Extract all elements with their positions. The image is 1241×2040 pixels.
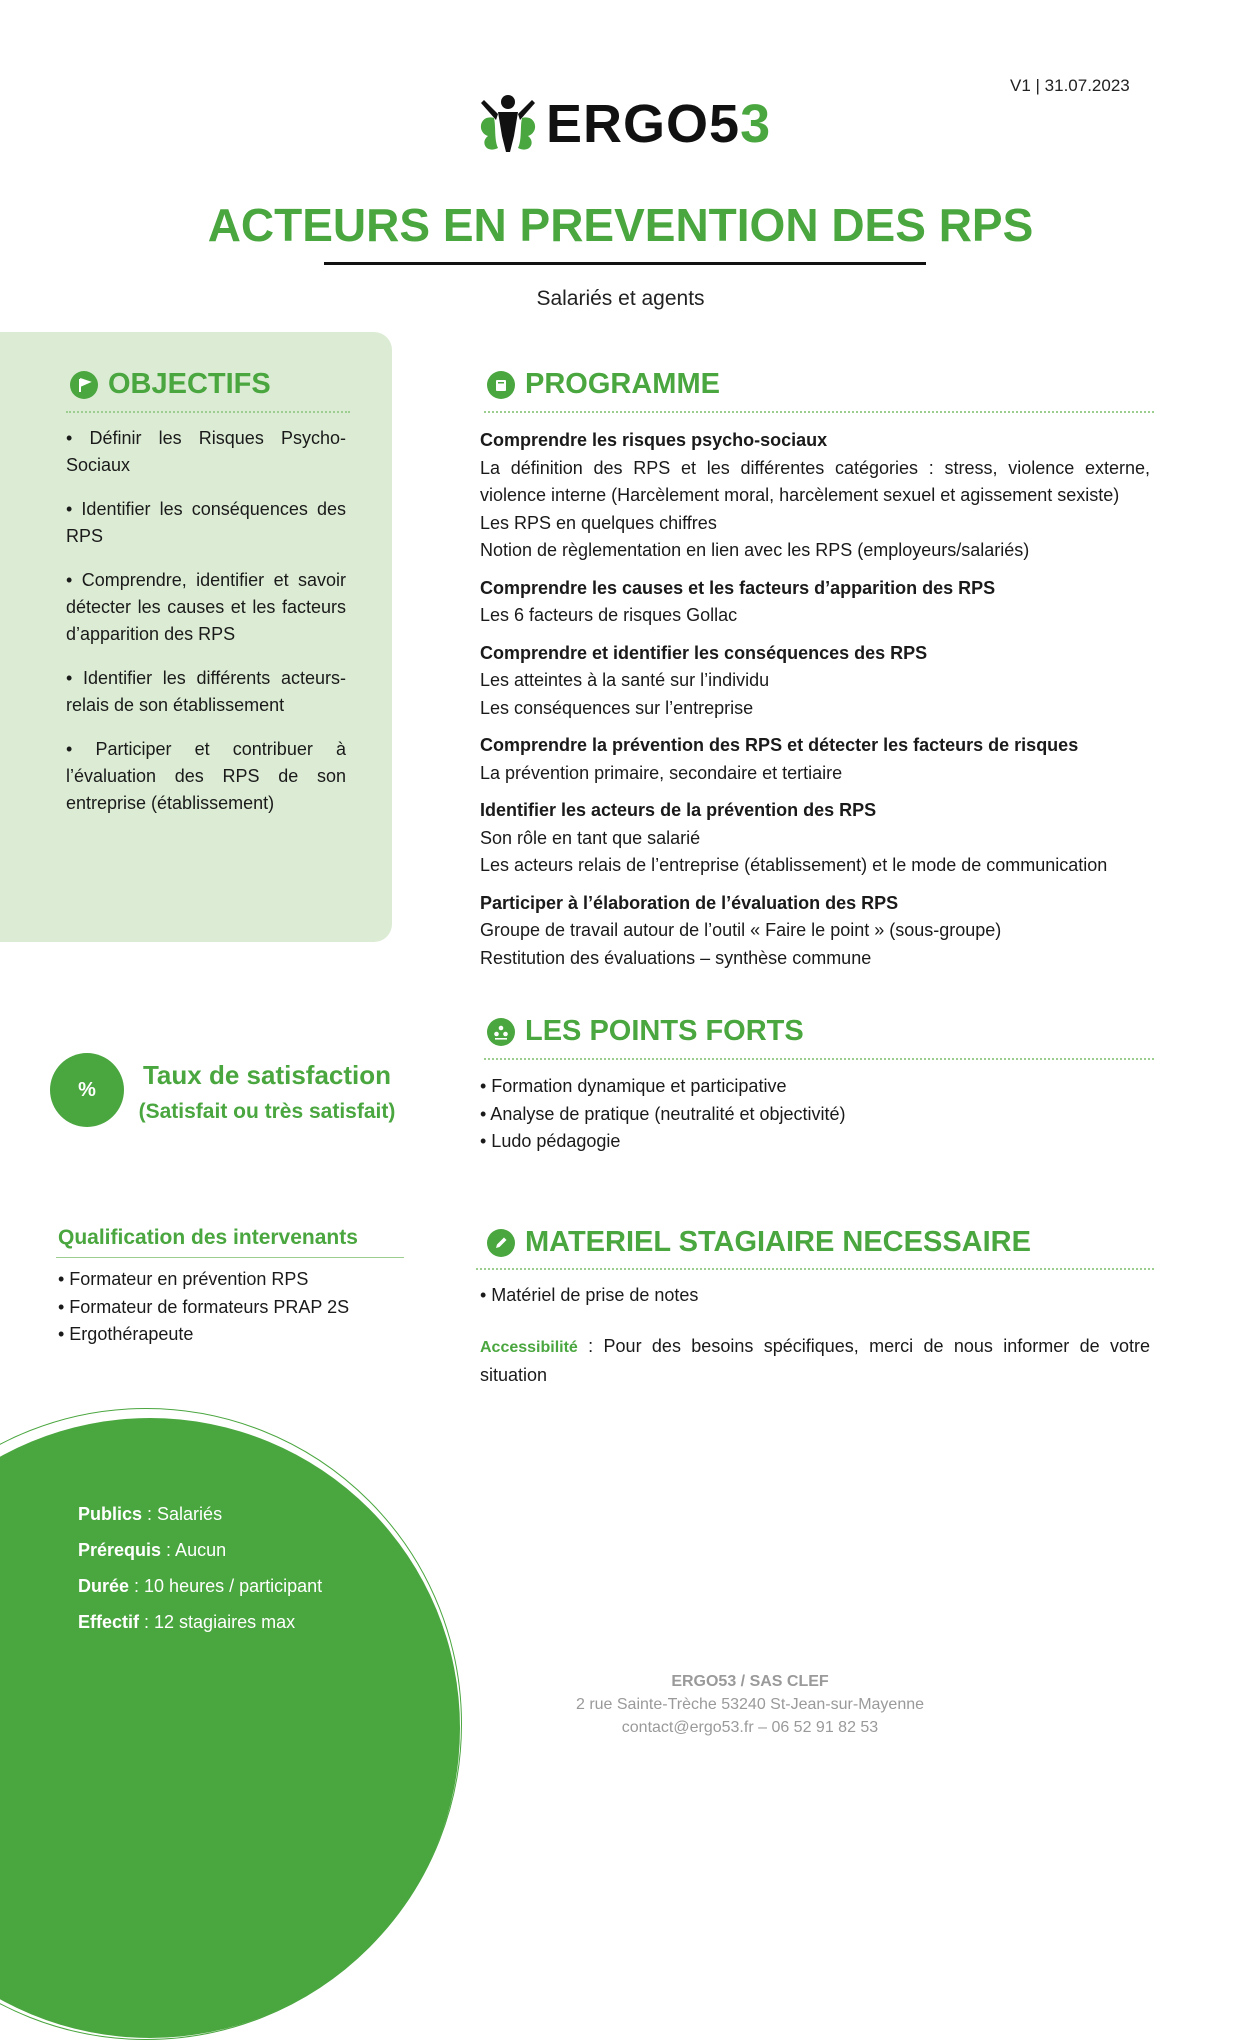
objectifs-list xyxy=(66,425,346,834)
accessibility-text: : Pour des besoins spécifiques, merci de nous informer de votre situation xyxy=(480,1336,1150,1385)
logo-wordmark xyxy=(546,94,772,154)
objectifs-heading xyxy=(70,368,271,401)
programme-section xyxy=(480,732,1150,787)
materiel-heading xyxy=(487,1226,1031,1259)
list-item: • Formateur en prévention RPS xyxy=(58,1269,309,1289)
programme-line: La définition des RPS et les différentes catégories : stress, violence externe, violence interne (Harcèlement moral, harcèlement sexuel et agissement sexiste) xyxy=(480,457,1150,505)
programme-line: La prévention primaire, secondaire et tertiaire xyxy=(480,762,843,783)
materiel-list xyxy=(480,1282,698,1309)
programme-line: Les acteurs relais de l’entreprise (établissement) et le mode de communication xyxy=(480,855,1108,875)
pencil-icon xyxy=(487,1229,515,1257)
objectifs-title: OBJECTIFS xyxy=(108,368,271,400)
programme-line: Les 6 facteurs de risques Gollac xyxy=(480,605,738,625)
satisfaction-badge: % xyxy=(50,1053,124,1127)
list-item: • Formation dynamique et participative xyxy=(480,1076,787,1096)
info-effectif: Effectif : 12 stagiaires max xyxy=(78,1612,296,1632)
list-item: • Matériel de prise de notes xyxy=(480,1285,699,1305)
ergo53-logo xyxy=(476,92,771,156)
materiel-title: MATERIEL STAGIAIRE NECESSAIRE xyxy=(525,1226,1031,1258)
points-forts-heading xyxy=(487,1015,804,1048)
programme-title: PROGRAMME xyxy=(525,368,720,400)
page-title: ACTEURS EN PREVENTION DES RPS xyxy=(207,199,1034,251)
points-forts-title: LES POINTS FORTS xyxy=(525,1015,804,1047)
programme-section-title: Comprendre la prévention des RPS et détecter les facteurs de risques xyxy=(480,735,1079,755)
list-item: • Ludo pédagogie xyxy=(480,1131,621,1151)
programme-section xyxy=(480,797,1150,880)
programme-line: Les conséquences sur l’entreprise xyxy=(480,697,754,718)
list-item: • Identifier les conséquences des RPS xyxy=(66,499,346,546)
flag-icon xyxy=(70,371,98,399)
satisfaction-subtitle: (Satisfait ou très satisfait) xyxy=(138,1100,396,1123)
programme-section-title: Comprendre et identifier les conséquences des RPS xyxy=(480,642,928,663)
footer-address: 2 rue Sainte-Trèche 53240 St-Jean-sur-Mayenne xyxy=(575,1696,925,1713)
qualification-divider xyxy=(56,1257,404,1258)
programme-section-title: Identifier les acteurs de la prévention des RPS xyxy=(480,800,877,820)
accessibility-label: Accessibilité xyxy=(480,1339,578,1356)
footer xyxy=(560,1670,940,1739)
satisfaction-title: Taux de satisfaction xyxy=(142,1060,392,1090)
book-icon xyxy=(487,371,515,399)
list-item: • Formateur de formateurs PRAP 2S xyxy=(58,1296,350,1317)
logo-text-accent: 3 xyxy=(740,94,772,154)
programme-section xyxy=(480,575,1150,630)
programme-line: Les atteintes à la santé sur l’individu xyxy=(480,670,770,690)
practical-info xyxy=(78,1496,322,1640)
title-underline xyxy=(324,262,926,265)
programme-section xyxy=(480,890,1150,973)
programme-line: Notion de règlementation en lien avec les RPS (employeurs/salariés) xyxy=(480,540,1030,560)
programme-line: Son rôle en tant que salarié xyxy=(480,827,701,848)
programme-heading xyxy=(487,368,720,401)
list-item: • Participer et contribuer à l’évaluation des RPS de son entreprise (établissement) xyxy=(66,739,346,813)
logo-text-main: ERGO5 xyxy=(546,94,741,154)
programme-section xyxy=(480,640,1150,723)
info-duree: Durée : 10 heures / participant xyxy=(78,1576,323,1596)
list-item: • Identifier les différents acteurs-relais de son établissement xyxy=(66,668,346,715)
list-item: • Comprendre, identifier et savoir détecter les causes et les facteurs d’apparition des RPS xyxy=(66,570,346,644)
accessibility-note xyxy=(480,1333,1150,1389)
version-date: V1 | 31.07.2023 xyxy=(1010,76,1130,95)
programme-line: Les RPS en quelques chiffres xyxy=(480,512,717,533)
programme-line: Restitution des évaluations – synthèse commune xyxy=(480,947,872,968)
programme-line: Groupe de travail autour de l’outil « Faire le point » (sous-groupe) xyxy=(480,920,1002,940)
programme-section-title: Participer à l’élaboration de l’évaluation des RPS xyxy=(480,892,899,913)
info-publics: Publics : Salariés xyxy=(78,1504,223,1524)
programme-section xyxy=(480,427,1150,565)
list-item: • Analyse de pratique (neutralité et objectivité) xyxy=(480,1103,846,1124)
objectifs-divider xyxy=(66,411,350,413)
footer-company: ERGO53 / SAS CLEF xyxy=(671,1673,829,1690)
programme-section-title: Comprendre les risques psycho-sociaux xyxy=(480,430,828,450)
points-forts-list xyxy=(480,1073,846,1156)
programme-content xyxy=(480,427,1150,982)
programme-section-title: Comprendre les causes et les facteurs d’apparition des RPS xyxy=(480,577,996,598)
materiel-divider xyxy=(476,1268,1154,1270)
programme-divider xyxy=(484,411,1154,413)
points-forts-divider xyxy=(484,1058,1154,1060)
list-item: • Ergothérapeute xyxy=(58,1324,194,1344)
people-icon xyxy=(487,1018,515,1046)
list-item: • Définir les Risques Psycho-Sociaux xyxy=(66,428,346,475)
footer-contact[interactable]: contact@ergo53.fr – 06 52 91 82 53 xyxy=(621,1719,879,1736)
page-subtitle: Salariés et agents xyxy=(536,287,705,310)
qualification-heading: Qualification des intervenants xyxy=(58,1226,358,1249)
qualification-list xyxy=(58,1266,349,1349)
info-prerequis: Prérequis : Aucun xyxy=(78,1540,227,1560)
figure-logo-icon xyxy=(476,92,540,156)
